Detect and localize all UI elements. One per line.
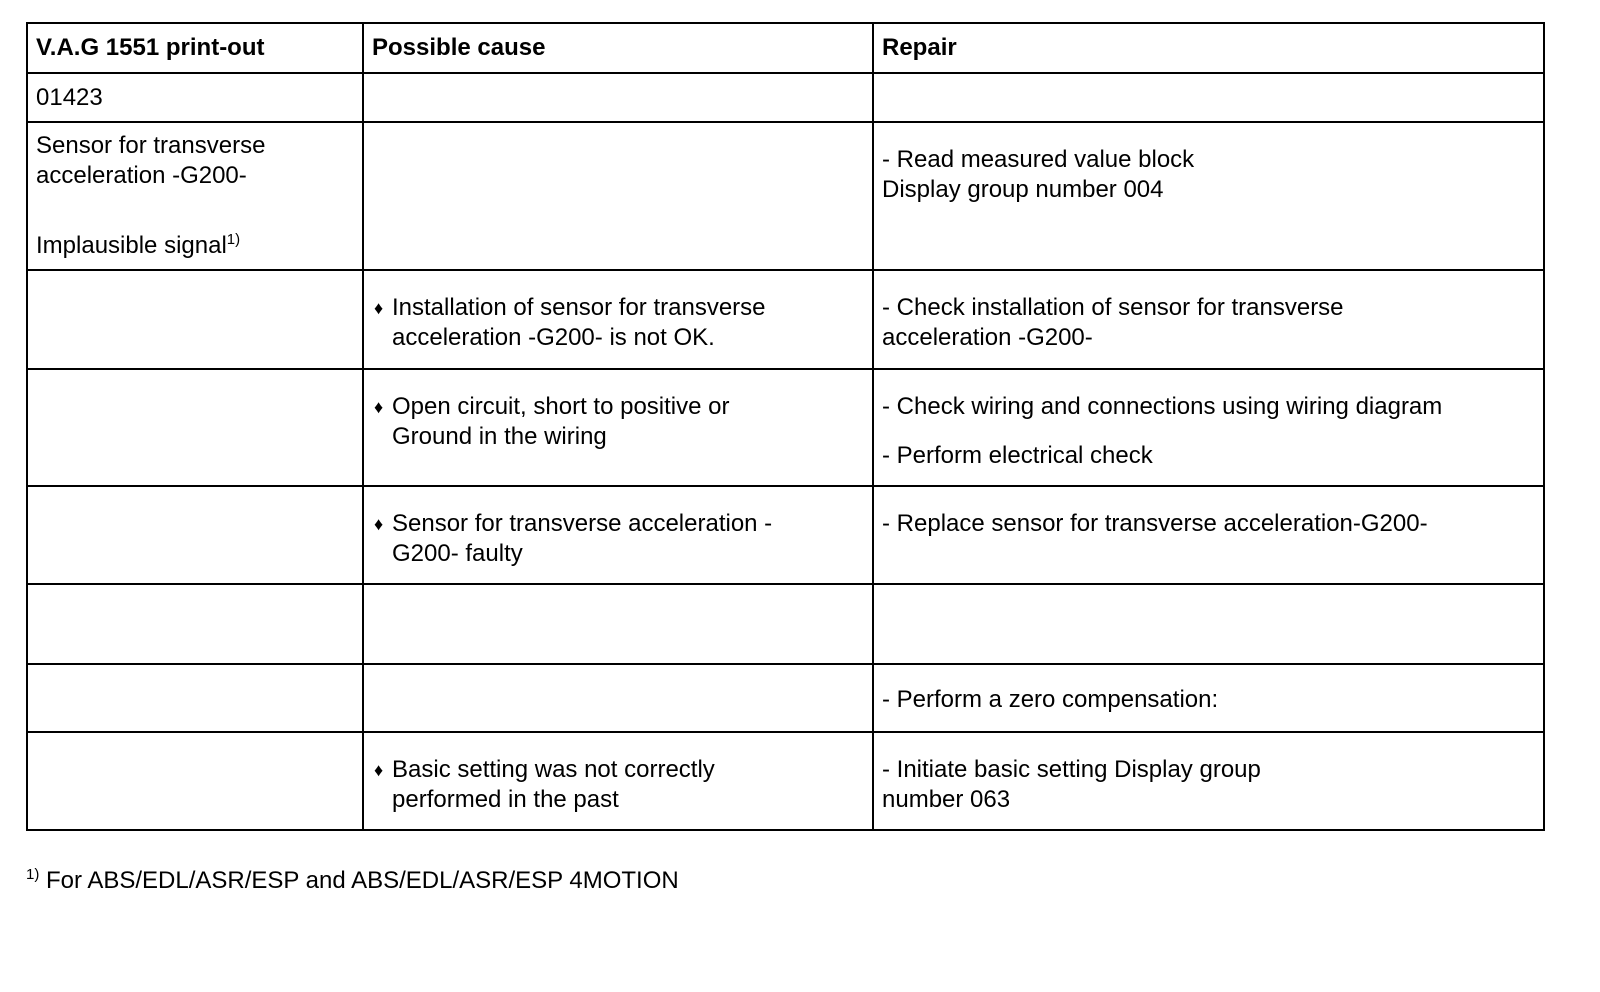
bullet-icon: ♦ (374, 397, 384, 417)
cause-cell (363, 732, 873, 830)
footnote-text: For ABS/EDL/ASR/ESP and ABS/EDL/ASR/ESP 4MOTION (39, 867, 679, 894)
table-row (27, 73, 1544, 122)
repair-line: - Perform a zero compensation: (882, 686, 1219, 713)
printout-cell (27, 732, 363, 830)
fault-code-text: 01423 (36, 84, 103, 111)
repair-cell (873, 369, 1544, 486)
repair-cell (873, 122, 1544, 270)
repair-cell (873, 486, 1544, 584)
header-repair: Repair (873, 23, 1544, 73)
repair-line: Display group number 004 (882, 176, 1164, 203)
cause-line: Ground in the wiring (392, 423, 607, 450)
cause-line: G200- faulty (392, 540, 523, 567)
table-header-row (27, 23, 1544, 73)
repair-line: - Initiate basic setting Display group (882, 756, 1261, 783)
repair-cell (873, 664, 1544, 732)
footnote-ref: 1) (226, 231, 241, 248)
repair-cell (873, 270, 1544, 369)
cause-line: Basic setting was not correctly (392, 756, 715, 783)
cause-line: Open circuit, short to positive or (392, 393, 730, 420)
cause-cell (363, 122, 873, 270)
printout-cell (27, 270, 363, 369)
fault-note (36, 231, 354, 261)
table-row (27, 122, 1544, 270)
diagnostic-table (26, 22, 1545, 831)
repair-line: - Check wiring and connections using wiring diagram (882, 393, 1443, 420)
printout-cell (27, 486, 363, 584)
repair-line: - Read measured value block (882, 146, 1195, 173)
header-possible-cause: Possible cause (363, 23, 873, 73)
repair-line: - Replace sensor for transverse acceleration-G200- (882, 510, 1428, 537)
repair-line: number 063 (882, 786, 1011, 813)
bullet-icon: ♦ (374, 760, 384, 780)
fault-line: Sensor for transverse (36, 132, 266, 159)
repair-cell (873, 584, 1544, 664)
fault-description (27, 122, 363, 270)
printout-cell (27, 369, 363, 486)
cause-cell (363, 369, 873, 486)
footnote (26, 866, 679, 896)
cause-cell (363, 486, 873, 584)
fault-line: acceleration -G200- (36, 162, 247, 189)
bullet-icon: ♦ (374, 514, 384, 534)
cause-cell (363, 270, 873, 369)
cause-line: acceleration -G200- is not OK. (392, 324, 715, 351)
table-row (27, 584, 1544, 664)
repair-line: - Perform electrical check (882, 442, 1153, 469)
table-row (27, 664, 1544, 732)
repair-line: acceleration -G200- (882, 324, 1093, 351)
cause-line: Installation of sensor for transverse (392, 294, 766, 321)
repair-cell (873, 732, 1544, 830)
table-row (27, 270, 1544, 369)
cause-cell (363, 664, 873, 732)
repair-cell (873, 73, 1544, 122)
footnote-marker: 1) (26, 866, 40, 883)
cause-cell (363, 73, 873, 122)
table-row (27, 369, 1544, 486)
repair-line: - Check installation of sensor for transverse (882, 294, 1344, 321)
fault-code (27, 73, 363, 122)
bullet-icon: ♦ (374, 298, 384, 318)
fault-note-text: Implausible signal (36, 232, 227, 259)
cause-line: Sensor for transverse acceleration - (392, 510, 773, 537)
cause-cell (363, 584, 873, 664)
header-printout: V.A.G 1551 print-out (27, 23, 363, 73)
table-row (27, 486, 1544, 584)
cause-line: performed in the past (392, 786, 619, 813)
table-row (27, 732, 1544, 830)
printout-cell (27, 664, 363, 732)
printout-cell (27, 584, 363, 664)
